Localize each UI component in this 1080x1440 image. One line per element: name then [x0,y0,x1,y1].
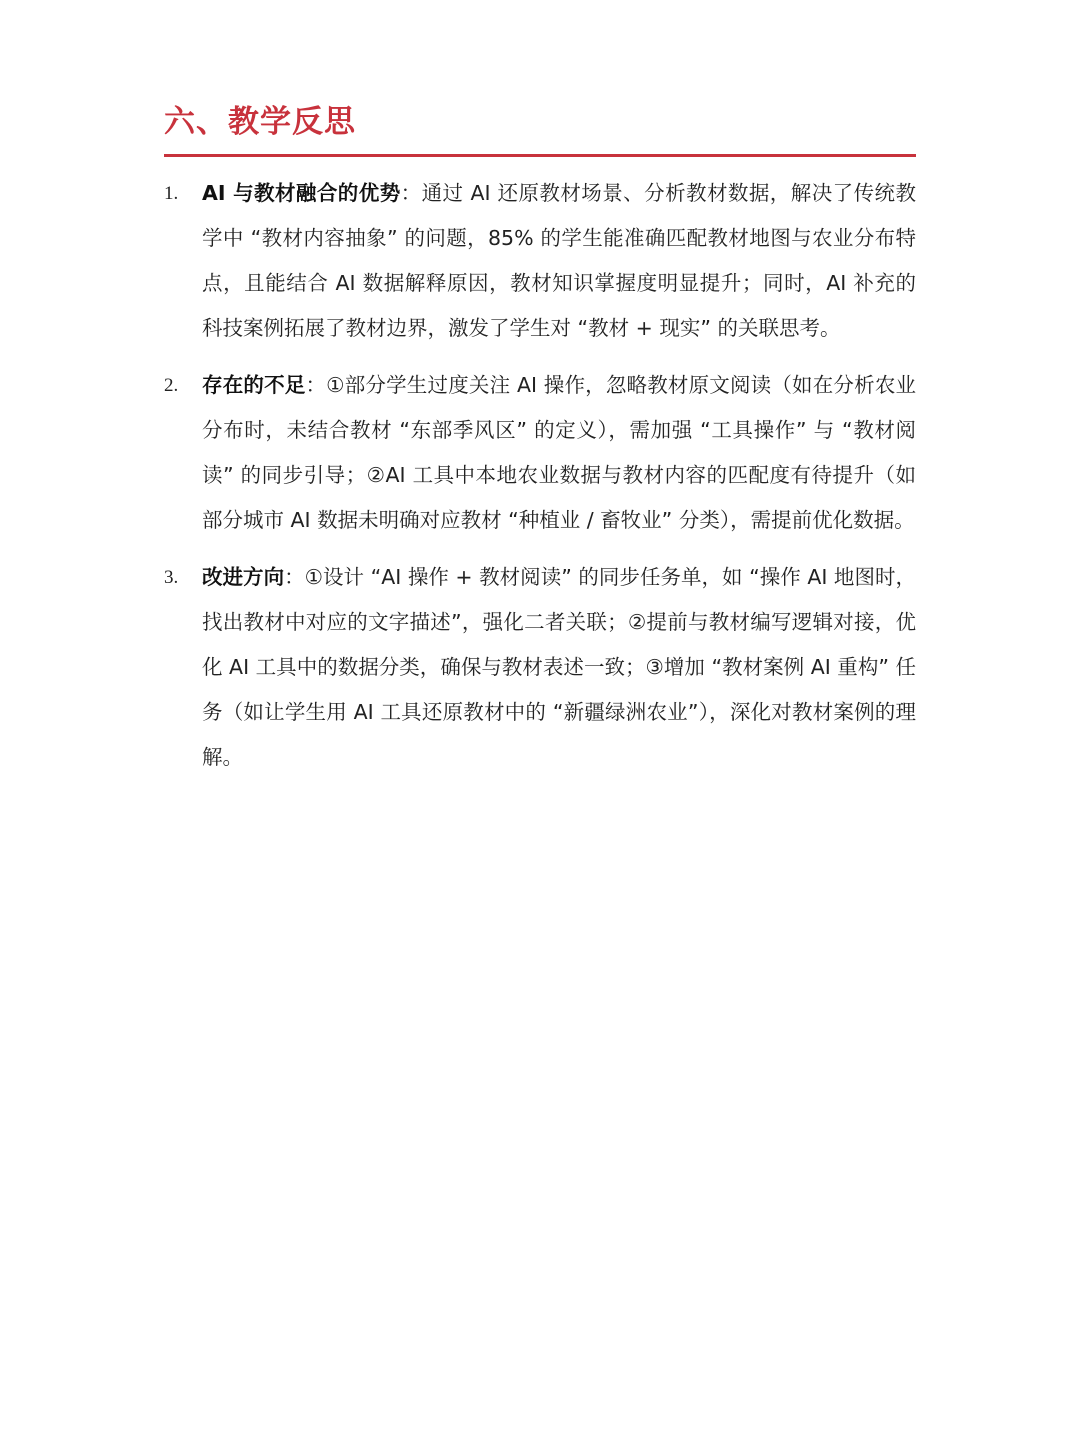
title-divider [164,154,916,157]
list-item-number: 2. [164,375,179,396]
list-item-text: ：①部分学生过度关注 AI 操作，忽略教材原文阅读（如在分析农业分布时，未结合教材 “东部季风区” 的定义），需加强 “工具操作” 与 “教材阅读” 的同步引导；②AI 工具中本地农业数据与教材内容的匹配度有待提升（如部分城市 AI 数据未明确对应教材 “种植业 / 畜牧业” 分类），需提前优化数据。 [202,373,917,532]
list-item-number: 1. [164,183,179,204]
list-item [164,363,916,543]
list-item-text: ：①设计 “AI 操作 + 教材阅读” 的同步任务单，如 “操作 AI 地图时，找出教材中对应的文字描述”，强化二者关联；②提前与教材编写逻辑对接，优化 AI 工具中的数据分类，确保与教材表述一致；③增加 “教材案例 AI 重构” 任务（如让学生用 AI 工具还原教材中的 “新疆绿洲农业”），深化对教材案例的理解。 [202,565,917,769]
list-item-lead: 改进方向 [202,565,285,589]
list-item-lead: AI 与教材融合的优势 [202,181,401,205]
list-item-lead: 存在的不足 [202,373,306,397]
list-item [164,171,916,351]
list-item-text: ：通过 AI 还原教材场景、分析教材数据，解决了传统教学中 “教材内容抽象” 的问题，85% 的学生能准确匹配教材地图与农业分布特点，且能结合 AI 数据解释原因，教材知识掌握度明显提升；同时，AI 补充的科技案例拓展了教材边界，激发了学生对 “教材 + 现实” 的关联思考。 [202,181,916,340]
section-title: 六、教学反思 [164,104,356,140]
list-item-body [202,171,916,351]
list-item [164,555,916,780]
list-item-number: 3. [164,567,179,588]
list-item-body [202,363,916,543]
document-page [164,96,916,792]
list-item-body [202,555,916,780]
